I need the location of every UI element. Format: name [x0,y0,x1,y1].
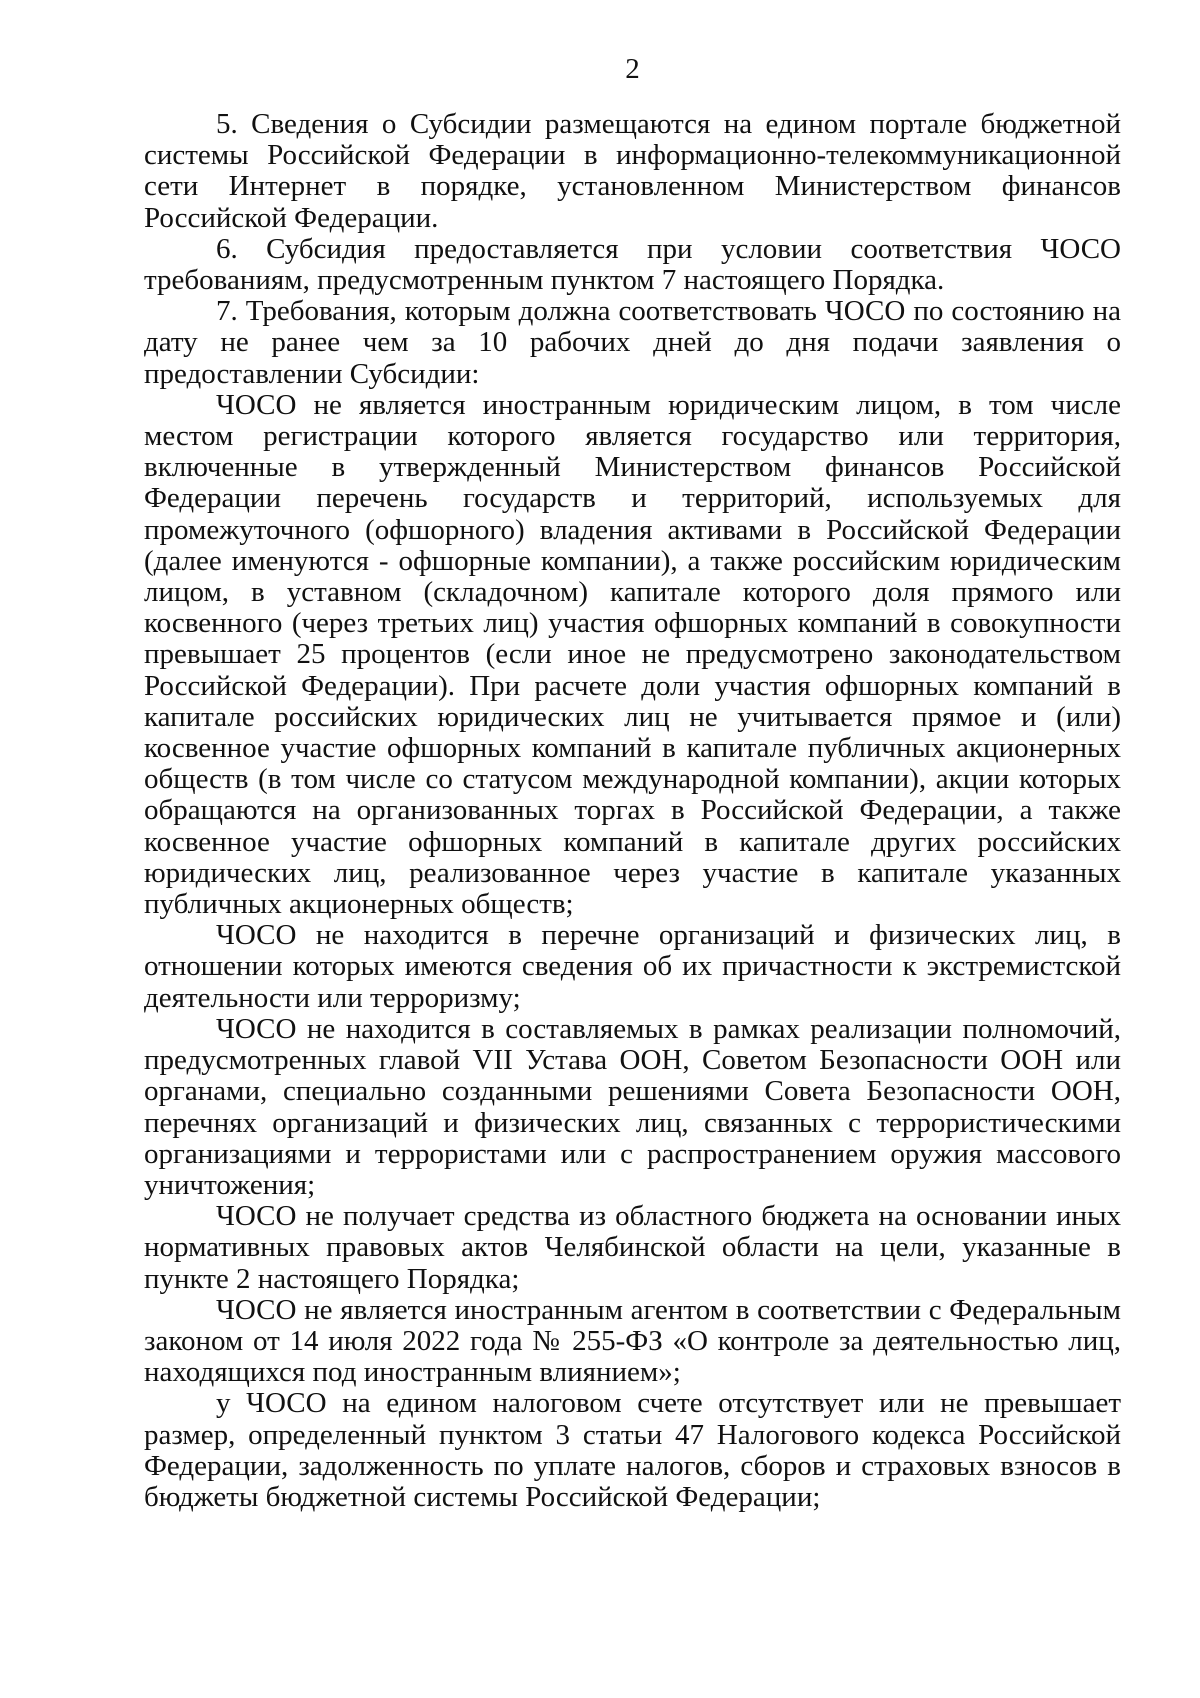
paragraph-item-5: 5. Сведения о Субсидии размещаются на едином портале бюджетной системы Российской Федерации в информационно-телекоммуникационной сети Интернет в порядке, установленном Министерством финансов Российской Федерации. [144,108,1121,234]
document-page [144,54,1121,1513]
paragraph-item-7: 7. Требования, которым должна соответствовать ЧОСО по состоянию на дату не ранее чем за 10 рабочих дней до дня подачи заявления о предоставлении Субсидии: [144,295,1121,390]
paragraph-un-sanctions-requirement: ЧОСО не находится в составляемых в рамках реализации полномочий, предусмотренных главой VII Устава ООН, Советом Безопасности ООН или органами, специально созданными решениями Совета Безопасности ООН, перечнях организаций и физических лиц, связанных с террористическими организациями и террористами или с распространением оружия массового уничтожения; [144,1012,1121,1201]
paragraph-budget-funds-requirement: ЧОСО не получает средства из областного бюджета на основании иных нормативных правовых актов Челябинской области на цели, указанные в пункте 2 настоящего Порядка; [144,1200,1121,1295]
paragraph-foreign-agent-requirement: ЧОСО не является иностранным агентом в соответствии с Федеральным законом от 14 июля 2022 года № 255-ФЗ «О контроле за деятельностью лиц, находящихся под иностранным влиянием»; [144,1293,1121,1389]
page-number: 2 [625,53,640,85]
paragraph-tax-debt-requirement: у ЧОСО на едином налоговом счете отсутствует или не превышает размер, определенный пунктом 3 статьи 47 Налогового кодекса Российской Федерации, задолженность по уплате налогов, сборов и страховых взносов в бюджеты бюджетной системы Российской Федерации; [144,1387,1121,1513]
paragraph-extremism-requirement: ЧОСО не находится в перечне организаций и физических лиц, в отношении которых имеются сведения об их причастности к экстремистской деятельности или терроризму; [144,919,1121,1014]
paragraph-offshore-requirement: ЧОСО не является иностранным юридическим лицом, в том числе местом регистрации которого является государство или территория, включенные в утвержденный Министерством финансов Российской Федерации перечень государств и территорий, используемых для промежуточного (офшорного) владения активами в Российской Федерации (далее именуются - офшорные компании), а также российским юридическим лицом, в уставном (складочном) капитале которого доля прямого или косвенного (через третьих лиц) участия офшорных компаний в совокупности превышает 25 процентов (если иное не предусмотрено законодательством Российской Федерации). При расчете доли участия офшорных компаний в капитале российских юридических лиц не учитывается прямое и (или) косвенное участие офшорных компаний в капитале публичных акционерных обществ (в том числе со статусом международной компании), акции которых обращаются на организованных торгах в Российской Федерации, а также косвенное участие офшорных компаний в капитале других российских юридических лиц, реализованное через участие в капитале указанных публичных акционерных обществ; [144,388,1121,921]
paragraph-item-6: 6. Субсидия предоставляется при условии соответствия ЧОСО требованиям, предусмотренным пунктом 7 настоящего Порядка. [144,232,1121,297]
